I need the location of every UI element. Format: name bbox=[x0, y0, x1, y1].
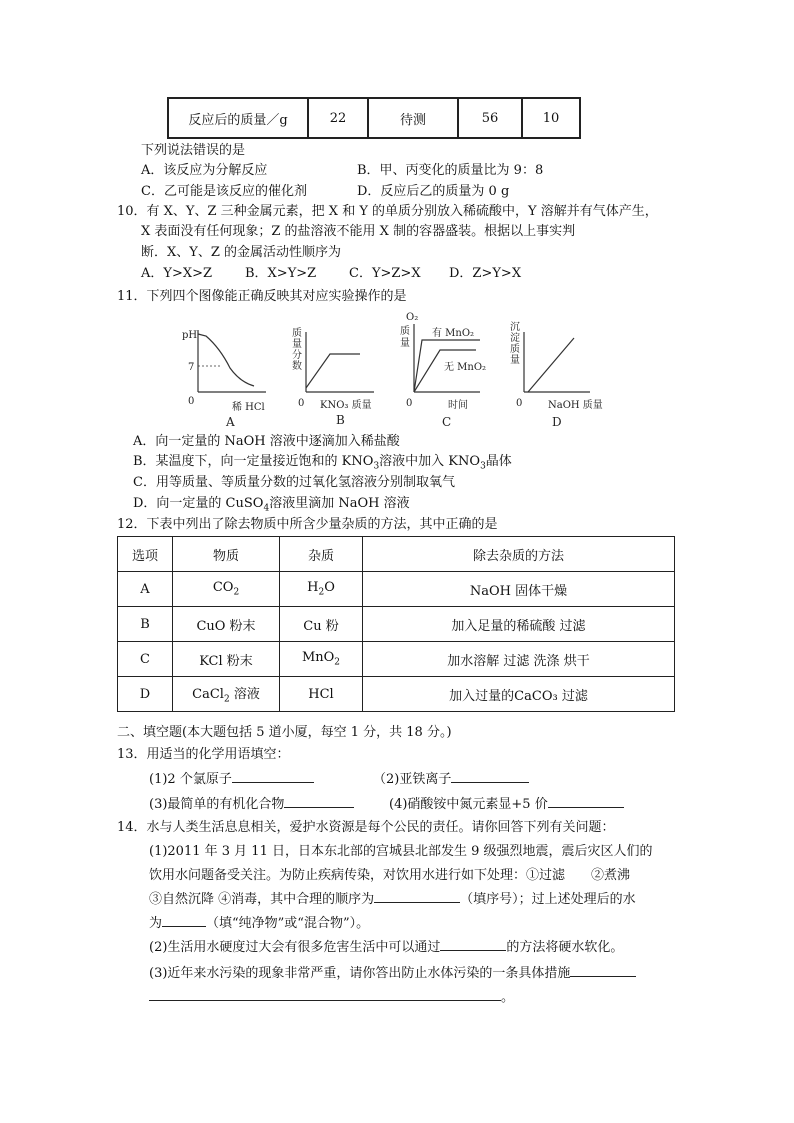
table-header: 选项 bbox=[118, 537, 173, 572]
q9-option-a: A．该反应为分解反应 bbox=[141, 163, 268, 178]
impurity-removal-table bbox=[117, 536, 675, 712]
q11-option-b-text: B．某温度下，向一定量接近饱和的 KNO bbox=[133, 454, 374, 469]
graph-c-y-label: 质 bbox=[400, 326, 410, 337]
q10-option-c: C．Y>Z>X bbox=[349, 266, 421, 281]
graph-c-x-label: 时间 bbox=[448, 400, 468, 411]
answer-blank[interactable] bbox=[570, 962, 636, 977]
q13-stem: 13．用适当的化学用语填空： bbox=[117, 747, 290, 762]
table-row bbox=[118, 607, 675, 642]
table-cell-method: 加水溶解 过滤 洗涤 烘干 bbox=[363, 642, 675, 677]
q14-p3 bbox=[149, 962, 636, 986]
answer-blank[interactable] bbox=[548, 793, 624, 808]
q9-option-d: D．反应后乙的质量为 0 g bbox=[357, 184, 510, 199]
graph-b-axes bbox=[306, 332, 374, 392]
table-cell-substance bbox=[173, 677, 280, 712]
table-cell: 待测 bbox=[368, 98, 458, 138]
graph-c-y-label: 量 bbox=[400, 338, 410, 349]
answer-blank[interactable] bbox=[284, 793, 354, 808]
q13-item-2 bbox=[373, 768, 529, 792]
q9-stem: 下列说法错误的是 bbox=[141, 143, 246, 158]
subscript: 3 bbox=[373, 461, 380, 472]
q14-text: 的方法将硬水软化。 bbox=[506, 940, 624, 955]
impurity-text: O bbox=[324, 580, 335, 596]
graph-a-origin: 0 bbox=[188, 396, 195, 407]
q14-p2 bbox=[149, 936, 623, 960]
table-cell-method: NaOH 固体干燥 bbox=[363, 572, 675, 607]
graph-b-y-label: 数 bbox=[292, 361, 302, 372]
section-2-title: 二、填空题(本大题包括 5 道小厦，每空 1 分，共 18 分。) bbox=[117, 725, 452, 740]
table-cell-option: D bbox=[118, 677, 173, 712]
answer-blank[interactable] bbox=[162, 912, 206, 927]
q13-item-4 bbox=[389, 793, 624, 817]
q10-line-2: X 表面没有任何现象；Z 的盐溶液不能用 X 制的容器盛装。根据以上事实判 bbox=[141, 224, 576, 239]
graph-b-letter: B bbox=[336, 413, 345, 427]
q11-graphs-svg bbox=[160, 310, 620, 432]
q14-text: (2)生活用水硬度过大会有很多危害生活中可以通过 bbox=[149, 940, 441, 955]
table-cell-substance: KCl 粉末 bbox=[173, 642, 280, 677]
graph-c-curve-label-2: 无 MnO₂ bbox=[444, 362, 487, 373]
q14-p1-line-3 bbox=[149, 888, 636, 912]
graph-c-origin: 0 bbox=[406, 398, 413, 409]
table-cell-method: 加入过量的CaCO₃ 过滤 bbox=[363, 677, 675, 712]
graph-b-curve bbox=[306, 354, 360, 388]
q14-p3-line-2 bbox=[149, 986, 514, 1010]
q13-item-text: (3)最简单的有机化合物 bbox=[149, 797, 285, 812]
q12-stem: 12．下表中列出了除去物质中所含少量杂质的方法，其中正确的是 bbox=[117, 517, 498, 532]
q9-option-c: C．乙可能是该反应的催化剂 bbox=[141, 184, 307, 199]
q13-item-3 bbox=[149, 793, 354, 817]
graph-a-axes bbox=[198, 330, 266, 392]
table-cell-impurity bbox=[280, 572, 363, 607]
table-cell-impurity: Cu 粉 bbox=[280, 607, 363, 642]
table-cell-impurity: HCl bbox=[280, 677, 363, 712]
graph-a-x-label: 稀 HCl bbox=[232, 402, 265, 413]
q11-option-b-text: 溶液中加入 KNO bbox=[379, 454, 481, 469]
q10-option-b: B．X>Y>Z bbox=[245, 266, 317, 281]
q14-text: (3)近年来水污染的现象非常严重，请你答出防止水体污染的一条具体措施 bbox=[149, 966, 571, 981]
substance-text: 溶液 bbox=[229, 687, 260, 703]
q9-option-b: B．甲、丙变化的质量比为 9：8 bbox=[357, 163, 544, 178]
graph-d-y-label: 沉 bbox=[510, 322, 520, 333]
graph-c-curve-label-1: 有 MnO₂ bbox=[432, 328, 475, 339]
graph-b-origin: 0 bbox=[298, 398, 305, 409]
table-cell-substance bbox=[173, 572, 280, 607]
q14-p1-line-2: 饮用水问题备受关注。为防止疾病传染，对饮用水进行如下处理：①过滤 ②煮沸 bbox=[149, 868, 631, 883]
q14-p1-line-4 bbox=[149, 912, 369, 936]
answer-blank[interactable] bbox=[149, 986, 501, 1001]
table-cell-option: A bbox=[118, 572, 173, 607]
substance-text: CaCl bbox=[192, 687, 224, 703]
reaction-mass-table bbox=[167, 97, 581, 139]
graph-d-y-label: 量 bbox=[510, 355, 520, 366]
table-header-row bbox=[118, 537, 675, 572]
q11-stem: 11．下列四个图像能正确反映其对应实验操作的是 bbox=[117, 289, 407, 304]
table-row bbox=[168, 98, 580, 138]
graph-d-letter: D bbox=[552, 415, 562, 429]
table-cell: 10 bbox=[522, 98, 580, 138]
impurity-text: H bbox=[307, 580, 319, 596]
q14-text: 为 bbox=[149, 916, 163, 931]
q10-line-3: 断．X、Y、Z 的金属活动性顺序为 bbox=[141, 245, 342, 260]
answer-blank[interactable] bbox=[374, 888, 460, 903]
table-cell: 22 bbox=[308, 98, 368, 138]
table-row bbox=[118, 677, 675, 712]
answer-blank[interactable] bbox=[451, 768, 529, 783]
table-header: 物质 bbox=[173, 537, 280, 572]
subscript: 2 bbox=[318, 587, 325, 598]
graph-b-y-label: 分 bbox=[292, 350, 302, 361]
q14-text: 。 bbox=[501, 990, 515, 1005]
q13-item-text: （2)亚铁离子 bbox=[373, 772, 452, 787]
graph-a-tick-7: 7 bbox=[188, 362, 195, 373]
subscript: 2 bbox=[223, 694, 230, 705]
table-row bbox=[118, 572, 675, 607]
table-header: 除去杂质的方法 bbox=[363, 537, 675, 572]
graph-d-curve bbox=[528, 338, 574, 392]
table-row bbox=[118, 642, 675, 677]
table-cell-option: B bbox=[118, 607, 173, 642]
graph-c-y-label-top: O₂ bbox=[406, 312, 419, 323]
q14-text: ③自然沉降 ④消毒，其中合理的顺序为 bbox=[149, 892, 375, 907]
graph-d-origin: 0 bbox=[516, 398, 523, 409]
table-cell-impurity bbox=[280, 642, 363, 677]
q14-text: （填序号）；过上述处理后的水 bbox=[460, 892, 636, 907]
q13-item-1 bbox=[149, 768, 314, 792]
graph-c-letter: C bbox=[442, 415, 452, 429]
table-cell: 56 bbox=[458, 98, 522, 138]
q11-option-b-text: 晶体 bbox=[485, 454, 512, 469]
table-cell-option: C bbox=[118, 642, 173, 677]
subscript: 4 bbox=[263, 503, 270, 514]
table-row-label: 反应后的质量／g bbox=[168, 98, 308, 138]
graph-d-axes bbox=[524, 332, 590, 392]
subscript: 2 bbox=[334, 657, 341, 668]
q14-stem: 14．水与人类生活息息相关，爱护水资源是每个公民的责任。请你回答下列有关问题： bbox=[117, 820, 615, 835]
graph-a-curve bbox=[198, 334, 254, 386]
table-cell-method: 加入足量的稀硫酸 过滤 bbox=[363, 607, 675, 642]
graph-a-y-label: pH bbox=[182, 330, 198, 341]
q14-text: （填“纯净物”或“混合物”）。 bbox=[206, 916, 370, 931]
q11-option-d-text: 溶液里滴加 NaOH 溶液 bbox=[269, 496, 410, 511]
q11-graphs bbox=[160, 310, 620, 432]
graph-b-y-label: 量 bbox=[292, 339, 302, 350]
table-cell-substance: CuO 粉末 bbox=[173, 607, 280, 642]
q14-p1-line-1: (1)2011 年 3 月 11 日，日本东北部的宫城县北部发生 9 级强烈地震，震后灾区人们的 bbox=[149, 844, 653, 859]
graph-d-y-label: 质 bbox=[510, 344, 520, 355]
graph-d-x-label: NaOH 质量 bbox=[548, 400, 603, 411]
q11-option-d-text: D．向一定量的 CuSO bbox=[133, 496, 264, 511]
q10-option-d: D．Z>Y>X bbox=[449, 266, 522, 281]
q10-line-1: 10．有 X、Y、Z 三种金属元素，把 X 和 Y 的单质分别放入稀硫酸中，Y 溶解并有气体产生， bbox=[117, 204, 658, 219]
q11-option-a: A．向一定量的 NaOH 溶液中逐滴加入稀盐酸 bbox=[133, 434, 400, 449]
graph-a-letter: A bbox=[226, 415, 235, 429]
impurity-text: MnO bbox=[301, 650, 335, 666]
answer-blank[interactable] bbox=[232, 768, 314, 783]
q13-item-text: (1)2 个氯原子 bbox=[149, 772, 232, 787]
graph-b-y-label: 质 bbox=[292, 328, 302, 339]
graph-b-x-label: KNO₃ 质量 bbox=[320, 400, 372, 411]
table-header: 杂质 bbox=[280, 537, 363, 572]
q10-option-a: A．Y>X>Z bbox=[141, 266, 213, 281]
subscript: 3 bbox=[480, 461, 486, 472]
substance-text: CO bbox=[212, 580, 234, 596]
q13-item-text: (4)硝酸铵中氮元素显+5 价 bbox=[389, 797, 548, 812]
graph-d-y-label: 淀 bbox=[510, 333, 520, 344]
answer-blank[interactable] bbox=[440, 936, 506, 951]
q11-option-c: C．用等质量、等质量分数的过氧化氢溶液分别制取氧气 bbox=[133, 475, 455, 490]
subscript: 2 bbox=[233, 587, 240, 598]
